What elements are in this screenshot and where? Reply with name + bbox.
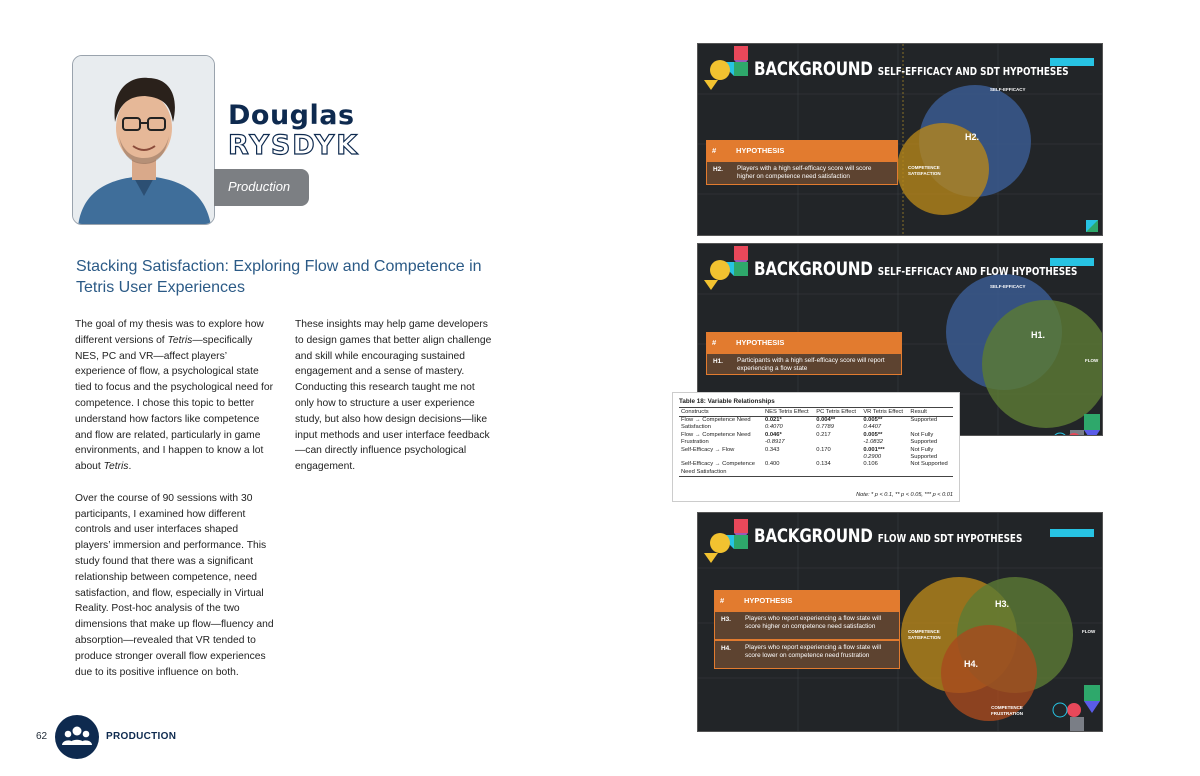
- slide-self-efficacy-sdt: [697, 43, 1103, 236]
- variable-relationships-table: [679, 407, 953, 477]
- table-row: Flow → Competence Need 0.021* 0.004** 0.005** Supported: [681, 417, 938, 423]
- col-header: Constructs: [679, 408, 763, 417]
- col-header: VR Tetris Effect: [861, 408, 908, 417]
- table-18: [672, 392, 960, 502]
- venn-label-flow: FLOW: [1085, 358, 1099, 363]
- col2-paragraph-1: These insights may help game developers to design games that better align challenge and skill while encouraging sustained engagement and a sense of mastery. Conducting this research taught me not only how to structure a user experience study, but also how design decisions—like input methods and user interface feedback—can directly influence psychological engagement.: [295, 319, 492, 473]
- table-row: Satisfaction 0.4070 0.7789 0.4407: [681, 424, 882, 431]
- col1-paragraph-1: The goal of my thesis was to explore how different versions of Tetris—specifically NES, PC and VR—affect players’ experience of flow, a psychological state tied to focus and the psychological need for competence. I chose this topic to better understand how factors like competence and flow are related, particularly in game environments, and I happen to know a lot about Tetris.: [75, 319, 274, 473]
- venn-label-h2: H2.: [965, 132, 980, 142]
- body-column-2: [295, 317, 495, 491]
- first-name: Douglas: [228, 100, 355, 131]
- role-tag: Production: [214, 169, 309, 206]
- hypothesis-header: # HYPOTHESIS: [714, 590, 900, 611]
- people-group-icon: [55, 715, 99, 759]
- body-column-1: [75, 317, 275, 696]
- profile-photo: [72, 55, 215, 225]
- slide-flow-sdt: [697, 512, 1103, 732]
- table-row: Frustration -0.8917 -1.0832 Supported: [681, 439, 938, 446]
- hypothesis-header: # HYPOTHESIS: [706, 140, 898, 161]
- hypothesis-row: H2. Players with a high self-efficacy score will score higher on competence need satisfaction: [706, 161, 898, 185]
- col-header: Result: [908, 408, 953, 417]
- hypothesis-row: H3. Players who report experiencing a flow state will score higher on competence need satisfaction: [714, 611, 900, 640]
- slide-title: BACKGROUND FLOW AND SDT HYPOTHESES: [754, 525, 1023, 547]
- table-row: Flow → Competence Need 0.046* 0.217 0.005** Not Fully: [681, 431, 934, 438]
- table-title: Table 18: Variable Relationships: [679, 398, 775, 405]
- article-title: Stacking Satisfaction: Exploring Flow and Competence in Tetris User Experiences: [76, 258, 482, 296]
- page-number: 62: [36, 731, 48, 742]
- venn-label-competence-satisfaction: COMPETENCE SATISFACTION: [908, 629, 941, 640]
- venn-label-flow: FLOW: [1082, 629, 1096, 634]
- col-header: NES Tetris Effect: [763, 408, 814, 417]
- hypothesis-row: H4. Players who report experiencing a flow state will score lower on competence need frustration: [714, 640, 900, 669]
- venn-label-self-efficacy: SELF-EFFICACY: [990, 284, 1026, 289]
- hypothesis-header: # HYPOTHESIS: [706, 332, 902, 353]
- venn-label-h1: H1.: [1031, 330, 1046, 340]
- venn-label-competence: COMPETENCE SATISFACTION: [908, 165, 941, 176]
- venn-label-self-efficacy: SELF-EFFICACY: [990, 87, 1026, 92]
- col1-paragraph-2: Over the course of 90 sessions with 30 participants, I examined how different controls and user interfaces shaped players’ immersion and performance. This study found that there was a significant relationship between competence, need satisfaction, and flow, especially in Virtual Reality. Post-hoc analysis of the two dimensions that make up flow—fluency and absorption—revealed that VR tended to produce stronger overall flow experiences due to its positive influence on both.: [75, 492, 274, 678]
- table-row: Self-Efficacy → Competence 0.400 0.134 0.106 Not Supported: [681, 461, 948, 468]
- section-label: PRODUCTION: [106, 731, 177, 742]
- last-name: RYSDYK: [228, 130, 360, 161]
- slide-title: BACKGROUND SELF-EFFICACY AND SDT HYPOTHESES: [754, 58, 1069, 80]
- table-row: Self-Efficacy → Flow 0.343 0.170 0.001*** Not Fully: [681, 446, 934, 453]
- venn-label-h3: H3.: [995, 599, 1010, 609]
- venn-label-h4: H4.: [964, 659, 979, 669]
- table-row: Need Satisfaction: [679, 469, 953, 477]
- table-row: 0.2900 Supported: [863, 454, 938, 461]
- venn-label-competence-frustration: COMPETENCE FRUSTRATION: [991, 705, 1023, 716]
- col-header: PC Tetris Effect: [814, 408, 861, 417]
- section-badge: [55, 715, 99, 759]
- slide-title: BACKGROUND SELF-EFFICACY AND FLOW HYPOTHESES: [754, 258, 1078, 280]
- hypothesis-row: H1. Participants with a high self-efficacy score will report experiencing a flow state: [706, 353, 902, 375]
- table-note: Note: * p < 0.1, ** p < 0.05, *** p < 0.01: [856, 492, 953, 498]
